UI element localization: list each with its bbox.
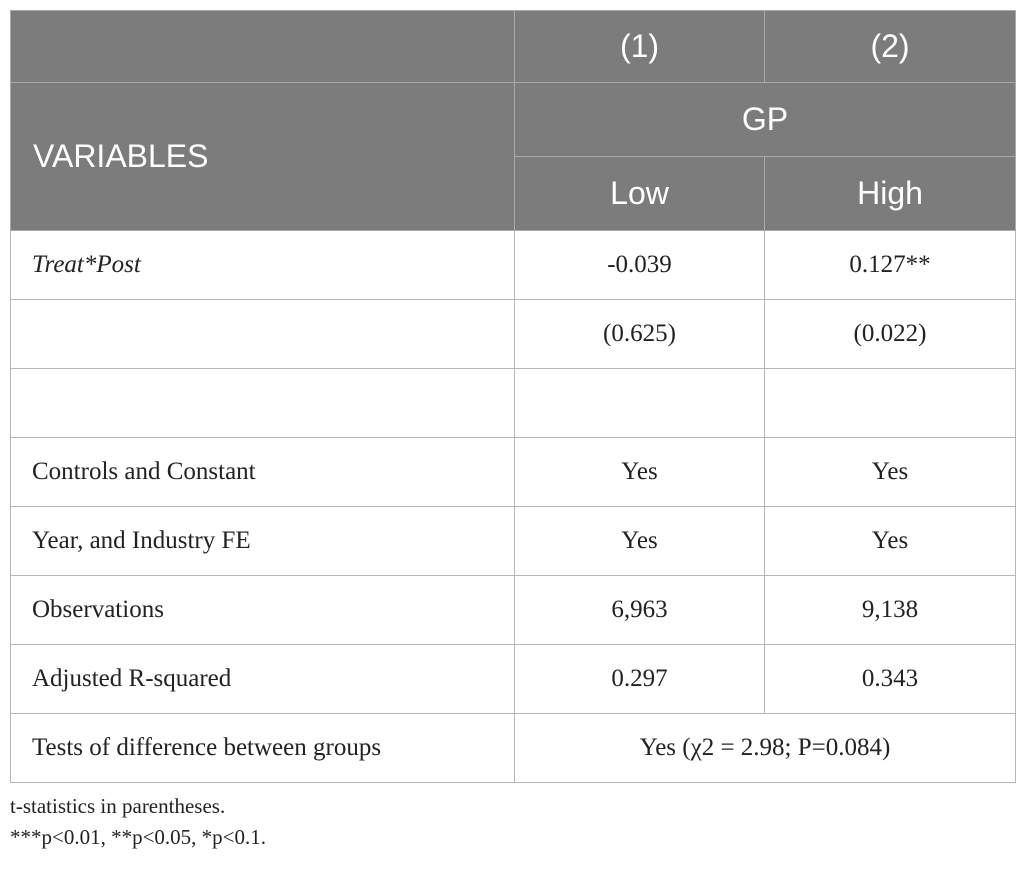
cell-high: Yes: [765, 507, 1016, 576]
regression-table: [10, 10, 1016, 783]
row-label: [11, 369, 515, 438]
row-label: Treat*Post: [11, 231, 515, 300]
cell-low: (0.625): [515, 300, 765, 369]
row-label: Observations: [11, 576, 515, 645]
cell-high: 0.343: [765, 645, 1016, 714]
header-row-group: [11, 83, 1016, 157]
low-subgroup-header: Low: [515, 157, 765, 231]
table-row: [11, 645, 1016, 714]
group-header: GP: [515, 83, 1016, 157]
cell-high: 9,138: [765, 576, 1016, 645]
header-row-column-numbers: [11, 11, 1016, 83]
table-row: [11, 300, 1016, 369]
header-empty-cell: [11, 11, 515, 83]
row-label: Adjusted R-squared: [11, 645, 515, 714]
cell-low: 6,963: [515, 576, 765, 645]
row-label: [11, 300, 515, 369]
cell-low: 0.297: [515, 645, 765, 714]
note-line: t-statistics in parentheses.: [10, 794, 226, 818]
column-2-number: (2): [765, 11, 1016, 83]
cell-high: (0.022): [765, 300, 1016, 369]
row-label: Year, and Industry FE: [11, 507, 515, 576]
cell-high: [765, 369, 1016, 438]
row-label: Controls and Constant: [11, 438, 515, 507]
note-line: ***p<0.01, **p<0.05, *p<0.1.: [10, 825, 267, 849]
table-notes: [10, 791, 1015, 853]
table-row: [11, 231, 1016, 300]
column-1-number: (1): [515, 11, 765, 83]
cell-low: -0.039: [515, 231, 765, 300]
test-difference-value: Yes (χ2 = 2.98; P=0.084): [515, 714, 1016, 783]
test-difference-row: [11, 714, 1016, 783]
table-body: [11, 231, 1016, 783]
table-row: [11, 369, 1016, 438]
cell-low: Yes: [515, 507, 765, 576]
row-label: Tests of difference between groups: [11, 714, 515, 783]
table-row: [11, 438, 1016, 507]
table-row: [11, 576, 1016, 645]
cell-low: [515, 369, 765, 438]
variables-header: VARIABLES: [11, 83, 515, 231]
cell-low: Yes: [515, 438, 765, 507]
high-subgroup-header: High: [765, 157, 1016, 231]
table-header: [11, 11, 1016, 231]
table-row: [11, 507, 1016, 576]
cell-high: Yes: [765, 438, 1016, 507]
regression-table-container: [10, 10, 1015, 853]
cell-high: 0.127**: [765, 231, 1016, 300]
